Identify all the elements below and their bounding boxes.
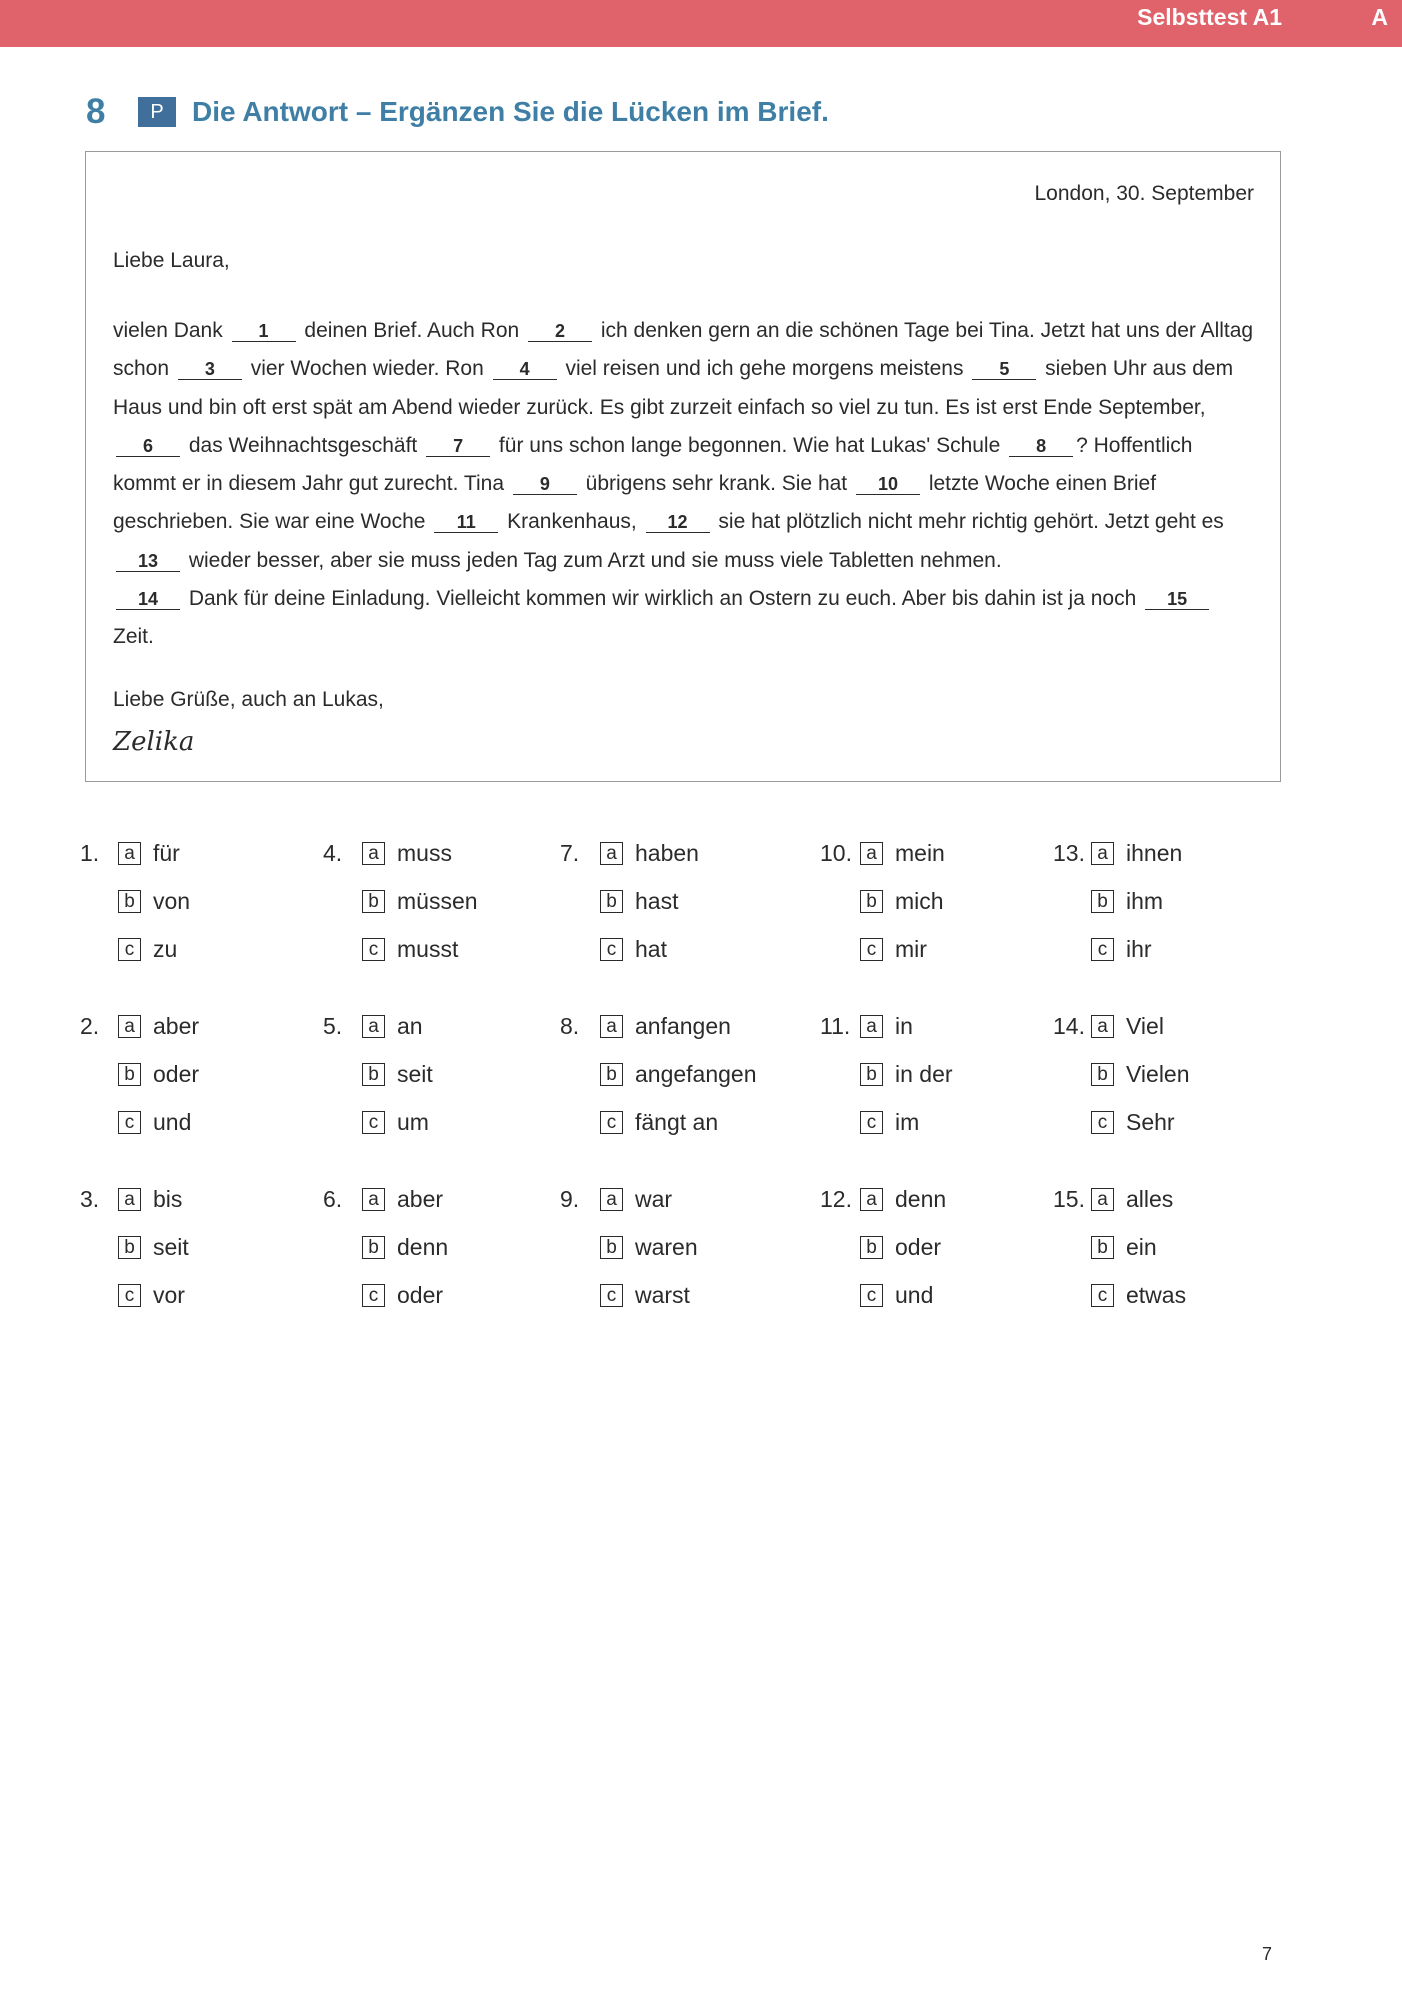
option-text: mir (895, 935, 927, 962)
checkbox-letter[interactable]: c (860, 938, 883, 961)
page-number: 7 (1261, 1944, 1272, 1964)
gap-13: 13 (116, 551, 180, 572)
option-text: und (895, 1281, 934, 1308)
checkbox-letter[interactable]: c (362, 1111, 385, 1134)
question-number: 7. (560, 840, 580, 866)
answer-option-6c[interactable] (362, 1280, 443, 1310)
question-number: 4. (323, 840, 343, 866)
checkbox-letter[interactable]: a (1091, 842, 1114, 865)
answer-option-4c[interactable] (362, 934, 458, 964)
letter-greeting: Liebe Laura, (113, 249, 230, 272)
letter-body (113, 312, 1258, 657)
gap-11: 11 (434, 512, 498, 533)
letter-text: vier Wochen wieder. Ron (244, 357, 490, 381)
answer-option-2b[interactable] (118, 1059, 199, 1089)
option-text: ihm (1126, 887, 1164, 914)
answer-option-12b[interactable] (860, 1232, 941, 1262)
letter-text: letzte Woche einen Brief geschrieben. Sie war eine Woche (113, 472, 1157, 534)
option-text: im (895, 1108, 920, 1135)
gap-2: 2 (528, 321, 592, 342)
letter-text: übrigens sehr krank. Sie hat (579, 472, 853, 496)
answer-option-3a[interactable] (118, 1184, 182, 1214)
answer-option-6b[interactable] (362, 1232, 448, 1262)
option-text: an (397, 1012, 423, 1039)
checkbox-letter[interactable]: b (362, 1063, 385, 1086)
checkbox-letter[interactable]: a (362, 1015, 385, 1038)
option-text: etwas (1126, 1281, 1187, 1308)
gap-4: 4 (493, 359, 557, 380)
letter-text: deinen Brief. Auch Ron (298, 319, 526, 342)
question-number: 11. (820, 1013, 851, 1039)
checkbox-letter[interactable]: c (118, 1111, 141, 1134)
checkbox-letter[interactable]: b (1091, 1236, 1114, 1259)
option-text: und (153, 1108, 192, 1135)
question-number: 1. (80, 840, 100, 866)
option-text: war (635, 1185, 673, 1212)
checkbox-letter[interactable]: c (860, 1284, 883, 1307)
answer-option-9a[interactable] (600, 1184, 672, 1214)
checkbox-letter[interactable]: a (118, 1188, 141, 1211)
option-text: mich (895, 887, 944, 914)
checkbox-letter[interactable]: a (1091, 1015, 1114, 1038)
answer-option-15a[interactable] (1091, 1184, 1173, 1214)
answer-option-1c[interactable] (118, 934, 177, 964)
checkbox-letter[interactable]: a (600, 1188, 623, 1211)
option-text: fängt an (635, 1108, 719, 1135)
option-text: musst (397, 935, 459, 962)
letter-text: das Weihnachtsgeschäft (183, 433, 424, 457)
letter-text: Dank für deine Einladung. Vielleicht kommen wir wirklich an Ostern zu euch. Aber bis dahin ist ja noch (183, 587, 1143, 611)
option-text: waren (635, 1233, 698, 1260)
letter-text: ? Hoffentlich kommt er in diesem Jahr gut zurecht. Tina (113, 433, 1193, 496)
option-text: oder (895, 1233, 942, 1260)
answer-option-10b[interactable] (860, 886, 944, 916)
checkbox-letter[interactable]: a (362, 842, 385, 865)
answer-option-11a[interactable] (860, 1011, 913, 1041)
answer-option-13b[interactable] (1091, 886, 1163, 916)
checkbox-letter[interactable]: c (1091, 938, 1114, 961)
gap-14: 14 (116, 589, 180, 610)
option-text: Vielen (1126, 1060, 1190, 1087)
checkbox-letter[interactable]: c (600, 938, 623, 961)
option-text: um (397, 1108, 429, 1135)
letter-text: für uns schon lange begonnen. Wie hat Lukas' Schule (493, 433, 1007, 457)
gap-10: 10 (856, 474, 920, 495)
question-number: 6. (323, 1186, 343, 1212)
answer-option-15b[interactable] (1091, 1232, 1157, 1262)
answer-option-3c[interactable] (118, 1280, 185, 1310)
answer-option-13a[interactable] (1091, 838, 1182, 868)
answer-option-4a[interactable] (362, 838, 452, 868)
answer-option-1a[interactable] (118, 838, 180, 868)
question-number: 9. (560, 1186, 580, 1212)
gap-5: 5 (972, 359, 1036, 380)
option-text: in der (895, 1060, 953, 1087)
header-letter: A (1371, 4, 1388, 30)
answer-option-12a[interactable] (860, 1184, 946, 1214)
answer-option-11b[interactable] (860, 1059, 953, 1089)
answer-option-6a[interactable] (362, 1184, 443, 1214)
answer-option-8b[interactable] (600, 1059, 757, 1089)
option-text: seit (153, 1233, 189, 1260)
checkbox-letter[interactable]: b (860, 1236, 883, 1259)
answer-option-12c[interactable] (860, 1280, 933, 1310)
question-number: 3. (80, 1186, 100, 1212)
checkbox-letter[interactable]: c (1091, 1284, 1114, 1307)
checkbox-letter[interactable]: b (1091, 1063, 1114, 1086)
checkbox-letter[interactable]: a (1091, 1188, 1114, 1211)
checkbox-letter[interactable]: a (600, 1015, 623, 1038)
option-text: aber (397, 1185, 444, 1212)
option-text: von (153, 887, 191, 914)
answer-option-7a[interactable] (600, 838, 699, 868)
option-text: anfangen (635, 1012, 731, 1039)
checkbox-letter[interactable]: c (118, 1284, 141, 1307)
question-number: 13. (1053, 840, 1085, 866)
letter-place-date: London, 30. September (1034, 182, 1254, 205)
question-number: 2. (80, 1013, 100, 1039)
letter-text: Zeit. (113, 625, 154, 649)
answer-option-14c[interactable] (1091, 1107, 1175, 1137)
checkbox-letter[interactable]: c (118, 938, 141, 961)
option-text: ein (1126, 1233, 1157, 1260)
option-text: vor (153, 1281, 185, 1308)
answer-option-7b[interactable] (600, 886, 678, 916)
answer-option-5a[interactable] (362, 1011, 423, 1041)
option-text: ihr (1126, 935, 1152, 962)
checkbox-letter[interactable]: c (362, 938, 385, 961)
task-heading (86, 92, 829, 132)
letter-text: ich denken gern an die schönen Tage bei Tina. Jetzt hat uns der Alltag schon (113, 319, 1254, 381)
checkbox-letter[interactable]: a (362, 1188, 385, 1211)
header-title: Selbsttest A1 (1137, 4, 1282, 30)
option-text: warst (635, 1281, 690, 1308)
gap-12: 12 (646, 512, 710, 533)
answer-option-13c[interactable] (1091, 934, 1152, 964)
checkbox-letter[interactable]: c (600, 1284, 623, 1307)
option-text: mein (895, 839, 945, 866)
option-text: bis (153, 1185, 183, 1212)
question-number: 14. (1053, 1013, 1085, 1039)
letter-text: vielen Dank (113, 319, 229, 342)
answer-option-10a[interactable] (860, 838, 945, 868)
option-text: müssen (397, 887, 478, 914)
checkbox-letter[interactable]: b (600, 1063, 623, 1086)
checkbox-letter[interactable]: a (118, 842, 141, 865)
answer-option-9c[interactable] (600, 1280, 690, 1310)
gap-3: 3 (178, 359, 242, 380)
option-text: hast (635, 887, 679, 914)
gap-1: 1 (232, 321, 296, 342)
answer-option-1b[interactable] (118, 886, 190, 916)
letter-text: wieder besser, aber sie muss jeden Tag zum Arzt und sie muss viele Tabletten nehmen. (183, 548, 1002, 572)
checkbox-letter[interactable]: c (600, 1111, 623, 1134)
option-text: oder (153, 1060, 200, 1087)
question-number: 5. (323, 1013, 343, 1039)
gap-8: 8 (1009, 436, 1073, 457)
letter-closing: Liebe Grüße, auch an Lukas, (113, 688, 384, 711)
answer-option-8a[interactable] (600, 1011, 731, 1041)
answer-option-9b[interactable] (600, 1232, 698, 1262)
checkbox-letter[interactable]: b (1091, 890, 1114, 913)
answer-option-2c[interactable] (118, 1107, 191, 1137)
answer-option-7c[interactable] (600, 934, 667, 964)
checkbox-letter[interactable]: c (1091, 1111, 1114, 1134)
option-text: seit (397, 1060, 433, 1087)
checkbox-letter[interactable]: a (860, 842, 883, 865)
checkbox-letter[interactable]: b (600, 1236, 623, 1259)
answer-option-15c[interactable] (1091, 1280, 1186, 1310)
answer-option-5b[interactable] (362, 1059, 433, 1089)
checkbox-letter[interactable]: b (118, 890, 141, 913)
letter-text: sieben Uhr aus dem Haus und bin oft erst spät am Abend wieder zurück. Es gibt zurzeit einfach so viel zu tun. Es ist erst Ende September, (113, 357, 1234, 419)
gap-15: 15 (1145, 589, 1209, 610)
letter-text: Krankenhaus, (501, 510, 643, 534)
option-text: haben (635, 839, 699, 866)
option-text: in (895, 1012, 913, 1039)
checkbox-letter[interactable]: b (362, 890, 385, 913)
p-badge-icon: P (138, 97, 176, 127)
option-text: angefangen (635, 1060, 757, 1087)
answer-option-5c[interactable] (362, 1107, 429, 1137)
checkbox-letter[interactable]: a (600, 842, 623, 865)
question-number: 10. (820, 840, 852, 866)
checkbox-letter[interactable]: a (118, 1015, 141, 1038)
checkbox-letter[interactable]: c (362, 1284, 385, 1307)
option-text: hat (635, 935, 667, 962)
checkbox-letter[interactable]: b (362, 1236, 385, 1259)
option-text: ihnen (1126, 839, 1183, 866)
checkbox-letter[interactable]: c (860, 1111, 883, 1134)
question-number: 15. (1053, 1186, 1085, 1212)
answer-option-3b[interactable] (118, 1232, 189, 1262)
letter-text: viel reisen und ich gehe morgens meistens (559, 357, 970, 381)
option-text: Viel (1126, 1012, 1164, 1039)
option-text: alles (1126, 1185, 1174, 1212)
answer-option-14a[interactable] (1091, 1011, 1164, 1041)
answer-option-14b[interactable] (1091, 1059, 1190, 1089)
checkbox-letter[interactable]: b (860, 1063, 883, 1086)
checkbox-letter[interactable]: a (860, 1015, 883, 1038)
checkbox-letter[interactable]: a (860, 1188, 883, 1211)
task-number: 8 (86, 92, 106, 131)
letter-box (85, 151, 1281, 782)
checkbox-letter[interactable]: b (118, 1063, 141, 1086)
letter-signature: Zelika (113, 727, 195, 757)
option-text: denn (895, 1185, 947, 1212)
option-text: aber (153, 1012, 200, 1039)
answer-option-2a[interactable] (118, 1011, 199, 1041)
checkbox-letter[interactable]: b (860, 890, 883, 913)
header-bar (0, 0, 1402, 47)
gap-9: 9 (513, 474, 577, 495)
gap-6: 6 (116, 436, 180, 457)
answer-option-10c[interactable] (860, 934, 927, 964)
option-text: denn (397, 1233, 449, 1260)
answer-option-11c[interactable] (860, 1107, 919, 1137)
option-text: oder (397, 1281, 444, 1308)
option-text: für (153, 839, 180, 866)
checkbox-letter[interactable]: b (118, 1236, 141, 1259)
option-text: zu (153, 935, 178, 962)
task-title: Die Antwort – Ergänzen Sie die Lücken im Brief. (192, 96, 829, 127)
question-number: 12. (820, 1186, 852, 1212)
option-text: muss (397, 839, 452, 866)
checkbox-letter[interactable]: b (600, 890, 623, 913)
letter-text: sie hat plötzlich nicht mehr richtig gehört. Jetzt geht es (712, 510, 1224, 534)
answer-option-8c[interactable] (600, 1107, 718, 1137)
gap-7: 7 (426, 436, 490, 457)
answer-option-4b[interactable] (362, 886, 478, 916)
question-number: 8. (560, 1013, 580, 1039)
option-text: Sehr (1126, 1108, 1175, 1135)
